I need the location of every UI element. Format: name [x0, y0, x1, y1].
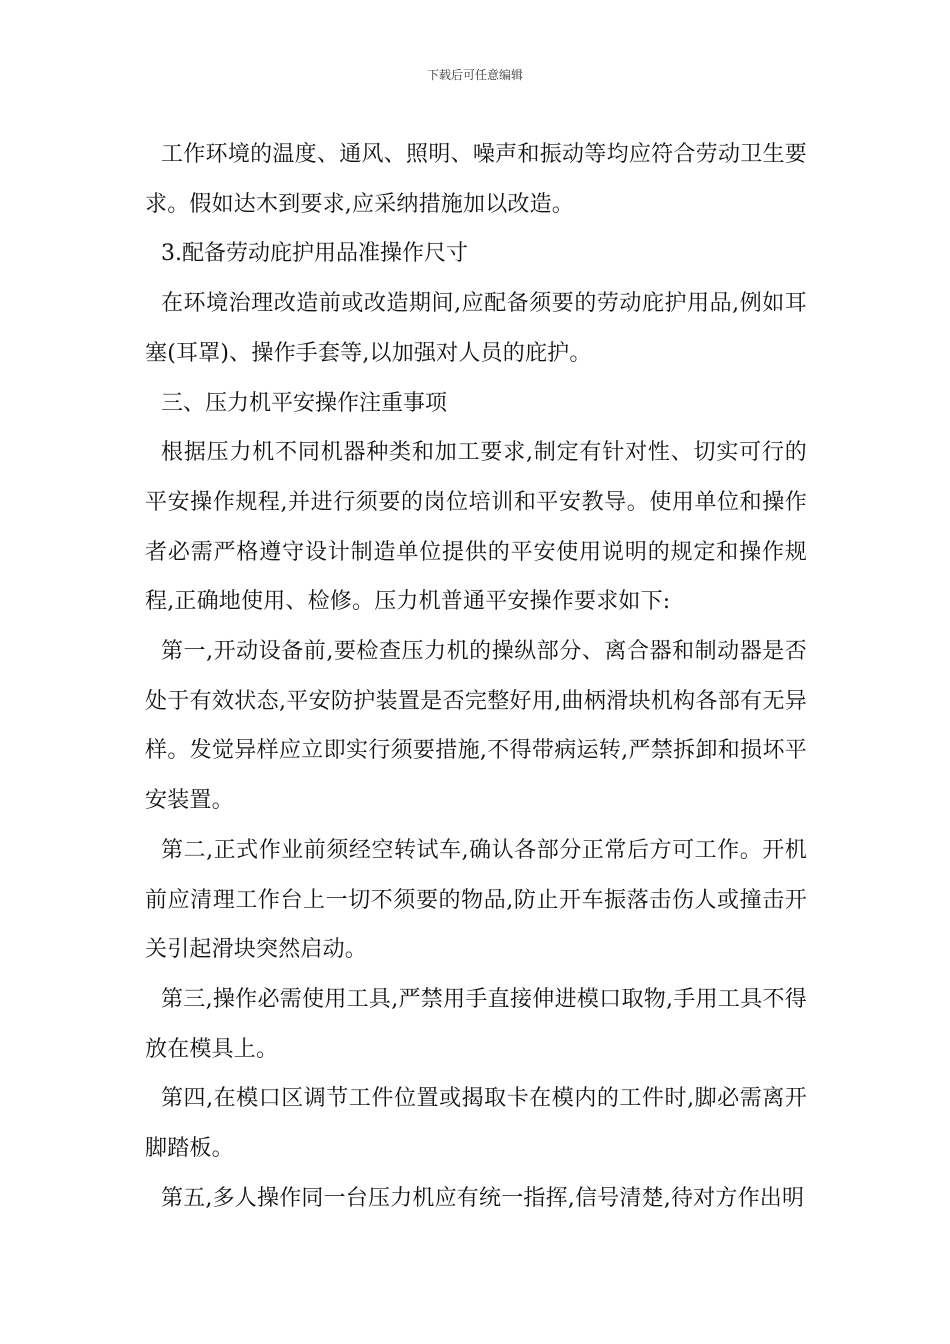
document-body: [145, 130, 807, 1223]
paragraph-rule-five: 第五,多人操作同一台压力机应有统一指挥,信号清楚,待对方作出明: [161, 1185, 805, 1211]
paragraph-rule-three: 第三,操作必需使用工具,严禁用手直接伸进模口取物,手用工具不得放在模具上。: [145, 986, 807, 1062]
heading-protective-equipment: 3.配备劳动庇护用品准操作尺寸: [161, 241, 468, 267]
header-note: 下载后可任意编辑: [426, 68, 523, 82]
heading-section-three: 三、压力机平安操作注重事项: [161, 390, 448, 416]
paragraph-environment: 工作环境的温度、通风、照明、噪声和振动等均应符合劳动卫生要求。假如达木到要求,应采纳措施加以改造。: [145, 142, 807, 217]
paragraph-rule-two: 第二,正式作业前须经空转试车,确认各部分正常后方可工作。开机前应清理工作台上一切不须要的物品,防止开车振落击伤人或撞击开关引起滑块突然启动。: [145, 837, 807, 963]
paragraph-rule-four: 第四,在模口区调节工件位置或揭取卡在模内的工件时,脚必需离开脚踏板。: [145, 1086, 807, 1162]
paragraph-rule-one: 第一,开动设备前,要检查压力机的操纵部分、离合器和制动器是否处于有效状态,平安防护装置是否完整好用,曲柄滑块机构各部有无异样。发觉异样应立即实行须要措施,不得带病运转,严禁拆卸和损坏平安装置。: [145, 639, 807, 814]
paragraph-protective-equipment: 在环境治理改造前或改造期间,应配备须要的劳动庇护用品,例如耳塞(耳罩)、操作手套等,以加强对人员的庇护。: [145, 291, 807, 366]
paragraph-operating-rules: 根据压力机不同机器种类和加工要求,制定有针对性、切实可行的平安操作规程,并进行须要的岗位培训和平安教导。使用单位和操作者必需严格遵守设计制造单位提供的平安使用说明的规定和操作规程,正确地使用、检修。压力机普通平安操作要求如下:: [145, 440, 807, 615]
